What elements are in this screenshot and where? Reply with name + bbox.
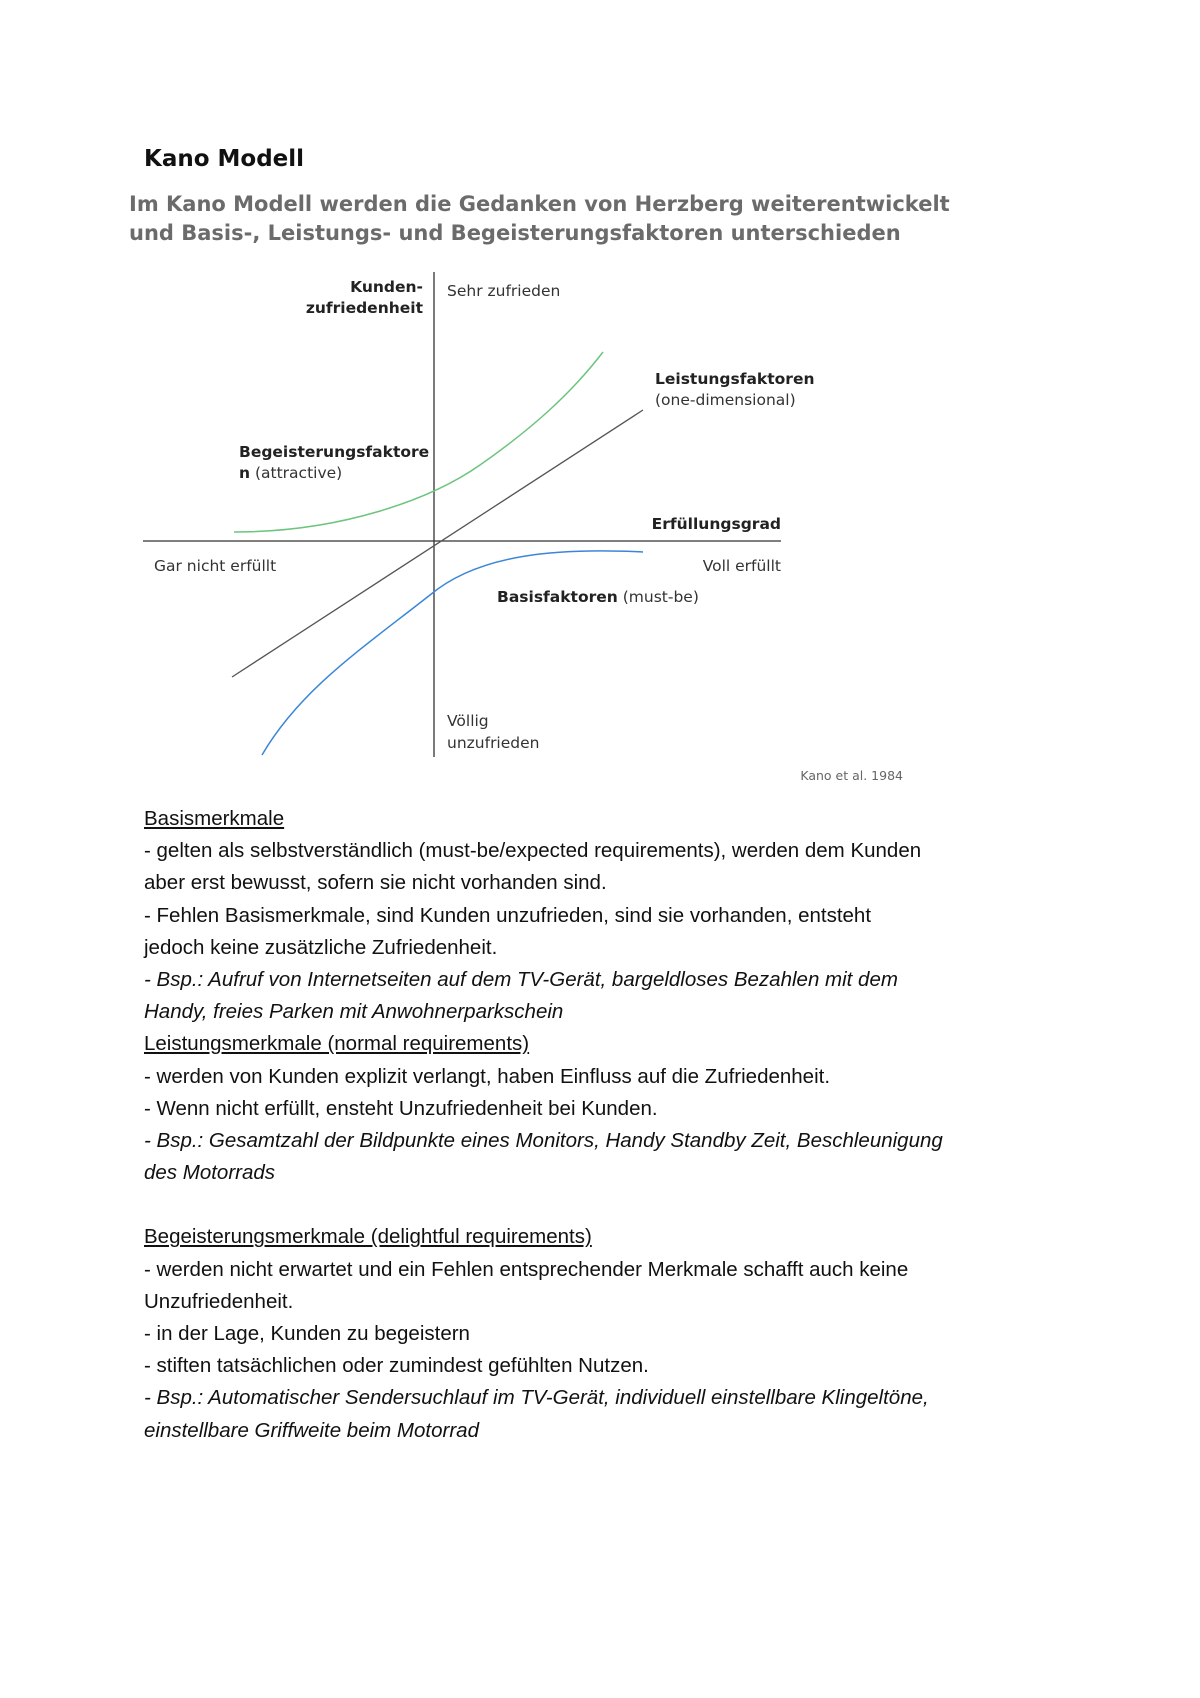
leistung-line-2: - Wenn nicht erfüllt, ensteht Unzufriedenheit bei Kunden. — [144, 1096, 658, 1120]
basis-line-2: aber erst bewusst, sofern sie nicht vorhanden sind. — [144, 871, 607, 895]
begeisterung-line-4: - stiften tatsächlichen oder zumindest gefühlten Nutzen. — [144, 1354, 649, 1378]
section-heading-basis: Basismerkmale — [144, 807, 285, 830]
attractive-label-line2 — [239, 464, 342, 482]
x-axis-label: Erfüllungsgrad — [651, 515, 781, 533]
basic-label — [497, 588, 699, 606]
top-label: Sehr zufrieden — [447, 282, 561, 300]
bottom-label-line1: Völlig — [447, 712, 489, 730]
begeisterung-line-3: - in der Lage, Kunden zu begeistern — [144, 1322, 470, 1345]
performance-sub: (one-dimensional) — [655, 391, 796, 409]
begeisterung-example-line-1: - Bsp.: Automatischer Sendersuchlauf im TV-Gerät, individuell einstellbare Klingeltöne, — [144, 1386, 929, 1410]
attractive-label-line2-rest: (attractive) — [250, 464, 343, 482]
basic-label-sub: (must-be) — [617, 588, 699, 606]
right-label: Voll erfüllt — [702, 557, 781, 575]
kano-diagram — [0, 0, 1200, 800]
leistung-example-line-2: des Motorrads — [144, 1161, 276, 1185]
body-text — [144, 803, 1024, 1447]
basis-line-4: jedoch keine zusätzliche Zufriedenheit. — [144, 935, 498, 959]
section-heading-begeisterung: Begeisterungsmerkmale (delightful requirements) — [144, 1225, 592, 1249]
attractive-label-line2-bold: n — [239, 464, 251, 482]
basis-example-line-2: Handy, freies Parken mit Anwohnerparkschein — [144, 1000, 564, 1024]
begeisterung-example-line-2: einstellbare Griffweite beim Motorrad — [144, 1418, 479, 1442]
attractive-label-line1: Begeisterungsfaktore — [239, 443, 430, 461]
page-title: Kano Modell — [144, 146, 305, 172]
left-label: Gar nicht erfüllt — [154, 557, 277, 575]
performance-label: Leistungsfaktoren — [655, 370, 815, 388]
begeisterung-line-1: - werden nicht erwartet und ein Fehlen entsprechender Merkmale schafft auch keine — [144, 1257, 909, 1281]
leistung-example-line-1: - Bsp.: Gesamtzahl der Bildpunkte eines Monitors, Handy Standby Zeit, Beschleunigung — [144, 1128, 943, 1152]
section-heading-leistung: Leistungsmerkmale (normal requirements) — [144, 1032, 530, 1056]
basic-label-bold: Basisfaktoren — [497, 588, 618, 606]
y-axis-label-line2: zufriedenheit — [305, 299, 423, 317]
basis-line-1: - gelten als selbstverständlich (must-be/expected requirements), werden dem Kunden — [144, 839, 922, 863]
basis-example-line-1: - Bsp.: Aufruf von Internetseiten auf dem TV-Gerät, bargeldloses Bezahlen mit dem — [144, 967, 898, 991]
subtitle-line-2: und Basis-, Leistungs- und Begeisterungsfaktoren unterschieden — [129, 221, 901, 245]
bottom-label-line2: unzufrieden — [447, 734, 540, 752]
basis-line-3: - Fehlen Basismerkmale, sind Kunden unzufrieden, sind sie vorhanden, entsteht — [144, 903, 872, 927]
y-axis-label-line1: Kunden- — [350, 278, 423, 296]
source-caption: Kano et al. 1984 — [800, 768, 903, 783]
leistung-line-1: - werden von Kunden explizit verlangt, haben Einfluss auf die Zufriedenheit. — [144, 1064, 831, 1088]
begeisterung-line-2: Unzufriedenheit. — [144, 1289, 294, 1313]
subtitle-line-1: Im Kano Modell werden die Gedanken von Herzberg weiterentwickelt — [129, 192, 950, 216]
attractive-curve — [234, 352, 603, 532]
spacer — [144, 1189, 1024, 1221]
